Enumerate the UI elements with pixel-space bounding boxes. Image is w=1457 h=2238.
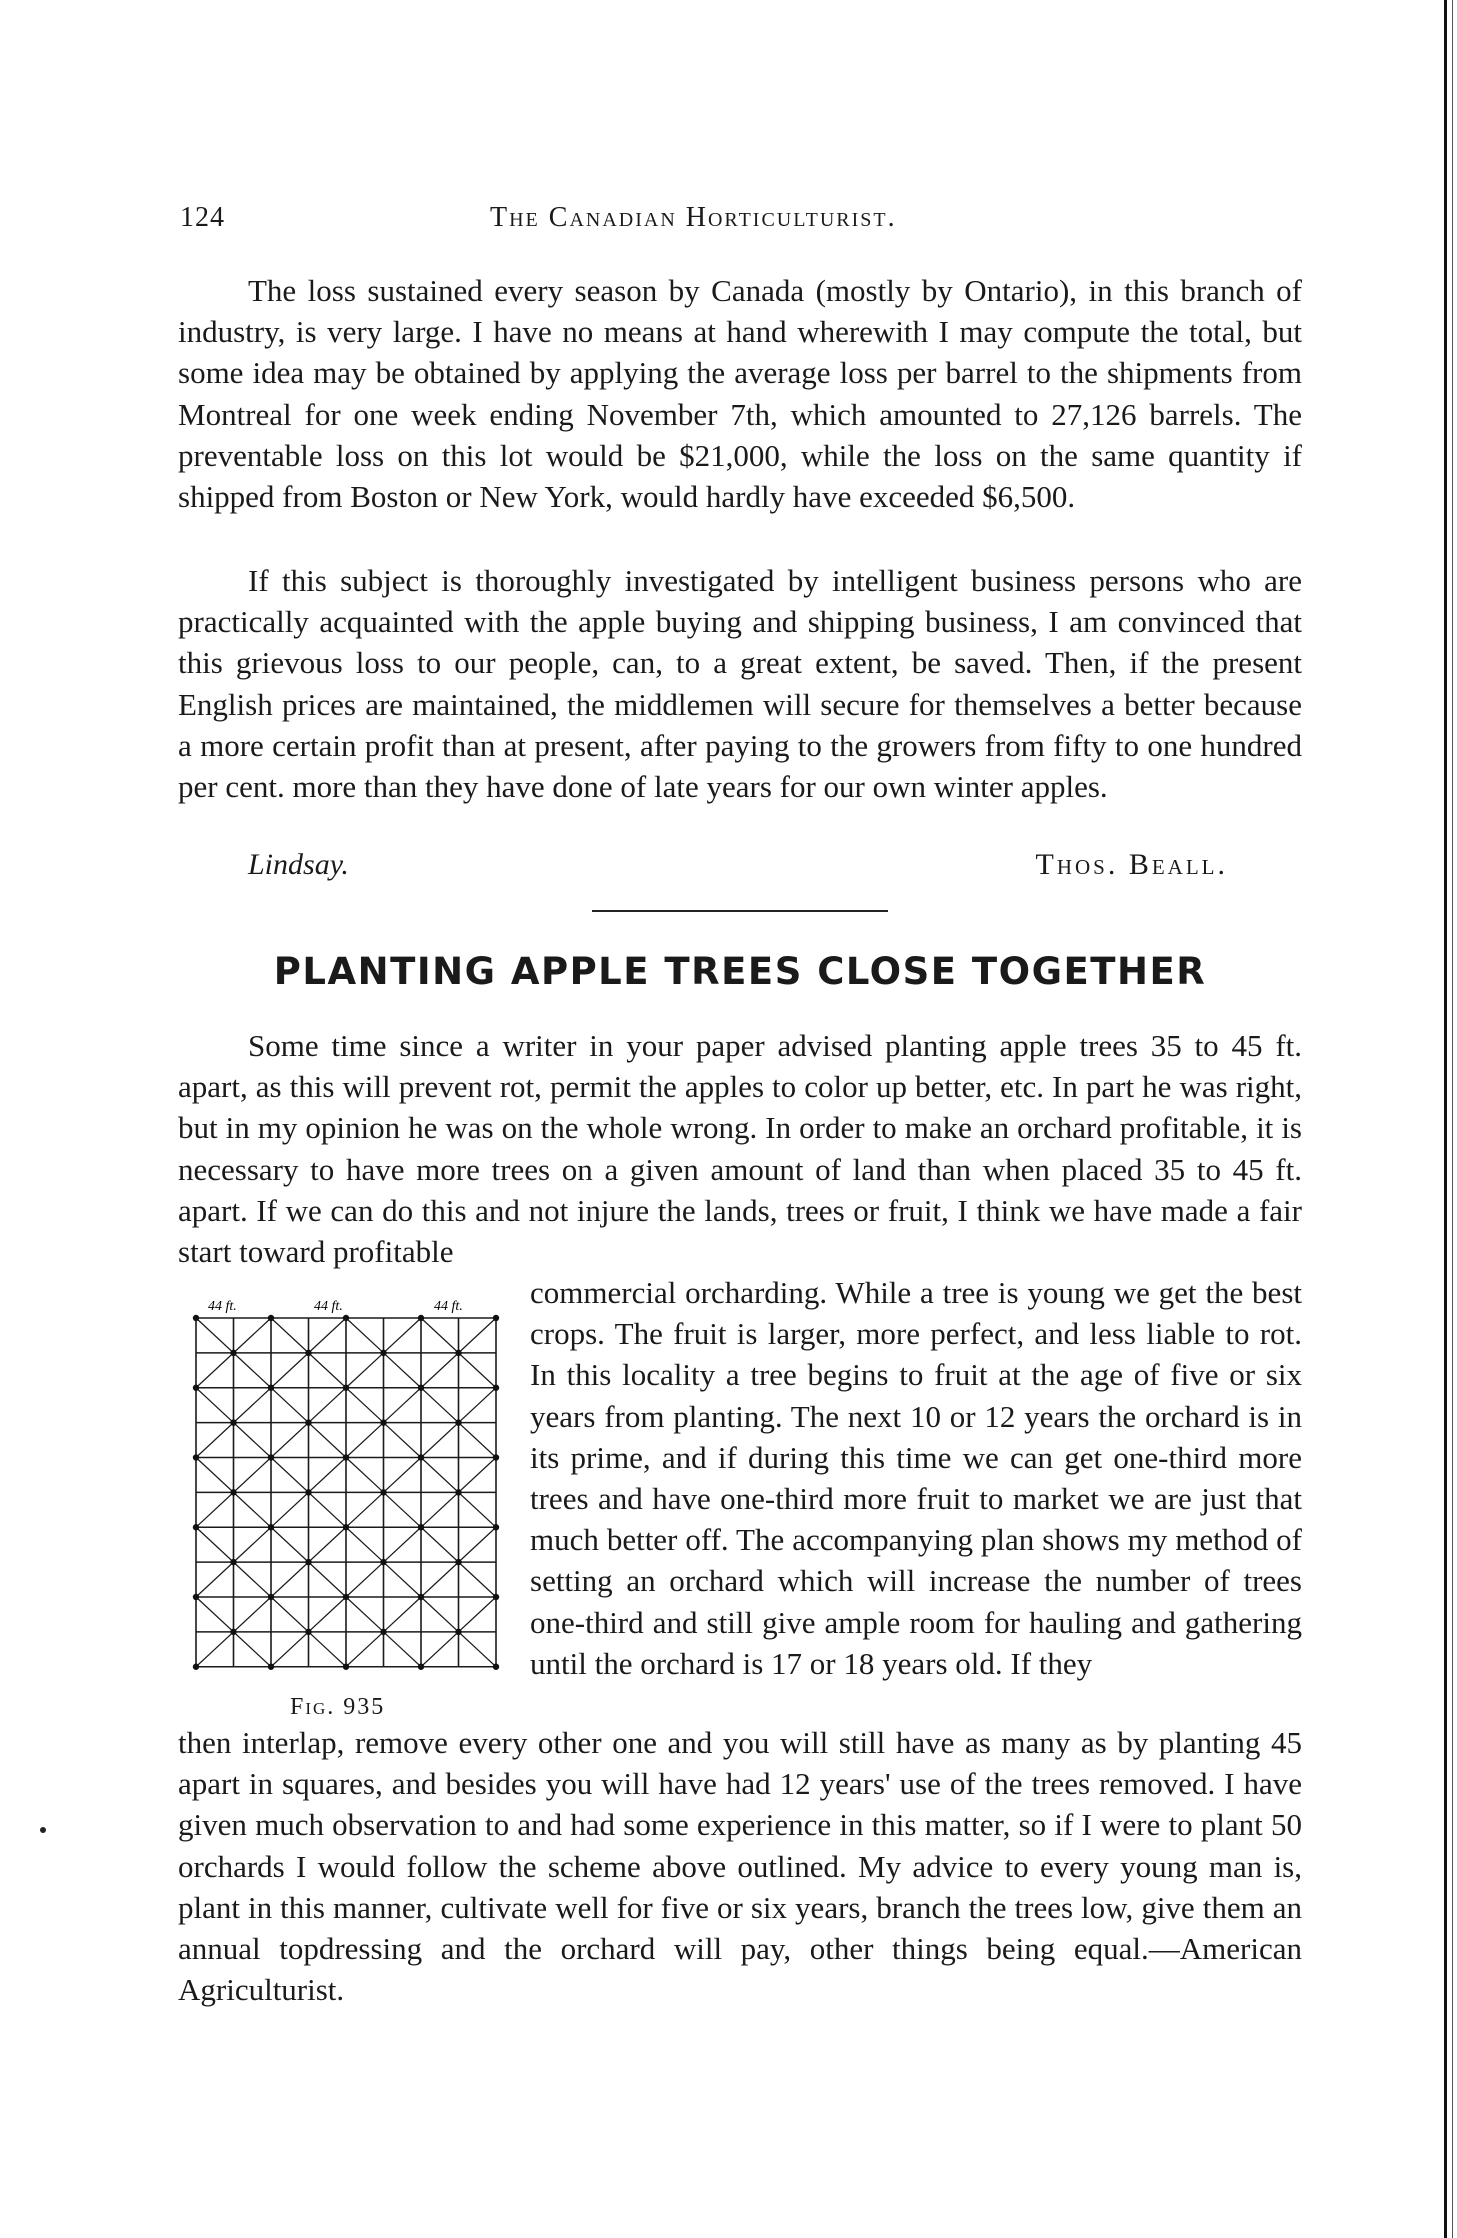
page-number: 124 <box>180 202 225 233</box>
filler-tree-marker <box>305 1350 311 1356</box>
article2-conclusion: then interlap, remove every other one and you will still have as many as by planting 45 apart in squares, and besides you will have had 12 years' use of the trees removed. I have given much observation to and had some experience in this matter, so if I were to plant 50 orchards I would follow the scheme above outlined. My advice to every young man is, plant in this manner, cultivate well for five or six years, branch the trees low, give them an annual topdressing and the orchard will pay, other things being equal.—American Agriculturist. <box>178 1725 1302 2008</box>
filler-tree-marker <box>455 1489 461 1495</box>
tree-position-marker <box>493 1385 499 1391</box>
filler-tree-marker <box>380 1629 386 1635</box>
tree-position-marker <box>343 1454 349 1460</box>
tree-position-marker <box>268 1664 274 1670</box>
spacing-label-1: 44 ft. <box>208 1299 237 1314</box>
scan-speck <box>40 1827 46 1833</box>
tree-position-marker <box>268 1385 274 1391</box>
tree-position-marker <box>193 1524 199 1530</box>
tree-position-marker <box>418 1385 424 1391</box>
tree-position-marker <box>493 1594 499 1600</box>
spacing-label-2: 44 ft. <box>314 1299 343 1314</box>
tree-position-marker <box>193 1454 199 1460</box>
tree-position-marker <box>343 1385 349 1391</box>
spacing-label-3: 44 ft. <box>434 1299 463 1314</box>
article2-intro: Some time since a writer in your paper advised planting apple trees 35 to 45 ft. apart, as this will prevent rot, permit the apples to color up better, etc. In part he was right, but in my opinion he was on the whole wrong. In order to make an orchard profitable, it is necessary to have more trees on a given amount of land than when placed 35 to 45 ft. apart. If we can do this and not injure the lands, trees or fruit, I think we have made a fair start toward profitable <box>178 1028 1302 1270</box>
tree-position-marker <box>493 1315 499 1321</box>
filler-tree-marker <box>230 1419 236 1425</box>
scan-border <box>1444 0 1447 2238</box>
filler-tree-marker <box>455 1350 461 1356</box>
filler-tree-marker <box>455 1559 461 1565</box>
tree-position-marker <box>418 1594 424 1600</box>
tree-position-marker <box>343 1664 349 1670</box>
tree-position-marker <box>493 1664 499 1670</box>
filler-tree-marker <box>230 1350 236 1356</box>
filler-tree-marker <box>380 1350 386 1356</box>
tree-position-marker <box>418 1664 424 1670</box>
tree-position-marker <box>268 1524 274 1530</box>
article1-signature <box>248 848 1228 888</box>
tree-position-marker <box>343 1594 349 1600</box>
tree-position-marker <box>418 1315 424 1321</box>
filler-tree-marker <box>230 1559 236 1565</box>
tree-position-marker <box>193 1315 199 1321</box>
tree-position-marker <box>268 1454 274 1460</box>
filler-tree-marker <box>305 1489 311 1495</box>
page-header <box>180 202 1300 242</box>
tree-position-marker <box>193 1664 199 1670</box>
orchard-plan-figure <box>178 1296 518 1720</box>
filler-tree-marker <box>230 1489 236 1495</box>
filler-tree-marker <box>455 1419 461 1425</box>
tree-position-marker <box>418 1454 424 1460</box>
filler-tree-marker <box>380 1419 386 1425</box>
article2-title: PLANTING APPLE TREES CLOSE TOGETHER <box>273 950 1207 993</box>
tree-position-marker <box>493 1524 499 1530</box>
filler-tree-marker <box>230 1629 236 1635</box>
article1-paragraph-1: The loss sustained every season by Canada (mostly by Ontario), in this branch of industry, is very large. I have no means at hand wherewith I may compute the total, but some idea may be obtained by applying the average loss per barrel to the shipments from Montreal for one week ending November 7th, which amounted to 27,126 barrels. The preventable loss on this lot would be $21,000, while the loss on the same quantity if shipped from Boston or New York, would hardly have exceeded $6,500. <box>178 273 1302 515</box>
filler-tree-marker <box>380 1559 386 1565</box>
scan-border-thin <box>1452 0 1453 2238</box>
signature-place: Lindsay. <box>248 848 349 881</box>
orchard-plan-diagram <box>186 1296 506 1676</box>
filler-tree-marker <box>305 1559 311 1565</box>
tree-position-marker <box>268 1315 274 1321</box>
tree-position-marker <box>343 1524 349 1530</box>
article1-paragraph-2: If this subject is thoroughly investigated by intelligent business persons who are practically acquainted with the apple buying and shipping business, I am convinced that this grievous loss to our people, can, to a great extent, be saved. Then, if the present English prices are maintained, the middlemen will secure for themselves a better because a more certain profit than at present, after paying to the growers from fifty to one hundred per cent. more than they have done of late years for our own winter apples. <box>178 563 1302 805</box>
article2-body: commercial orcharding. While a tree is young we get the best crops. The fruit is larger, more perfect, and less liable to rot. In this locality a tree begins to fruit at the age of five or six years from planting. The next 10 or 12 years the orchard is in its prime, and if during this time we can get one-third more trees and have one-third more fruit to market we are just that much better off. The accompanying plan shows my method of setting an orchard which will increase the number of trees one-third and still give ample room for hauling and gathering until the orchard is 17 or 18 years old. If they <box>530 1275 1302 1681</box>
tree-position-marker <box>193 1385 199 1391</box>
filler-tree-marker <box>380 1489 386 1495</box>
filler-tree-marker <box>305 1419 311 1425</box>
tree-position-marker <box>418 1524 424 1530</box>
signature-author: Thos. Beall. <box>1035 848 1228 881</box>
section-divider <box>592 910 888 912</box>
running-title: The Canadian Horticulturist. <box>490 202 897 233</box>
tree-position-marker <box>493 1454 499 1460</box>
filler-tree-marker <box>305 1629 311 1635</box>
figure-caption: Fig. 935 <box>290 1694 386 1720</box>
tree-position-marker <box>268 1594 274 1600</box>
tree-position-marker <box>343 1315 349 1321</box>
tree-position-marker <box>193 1594 199 1600</box>
filler-tree-marker <box>455 1629 461 1635</box>
